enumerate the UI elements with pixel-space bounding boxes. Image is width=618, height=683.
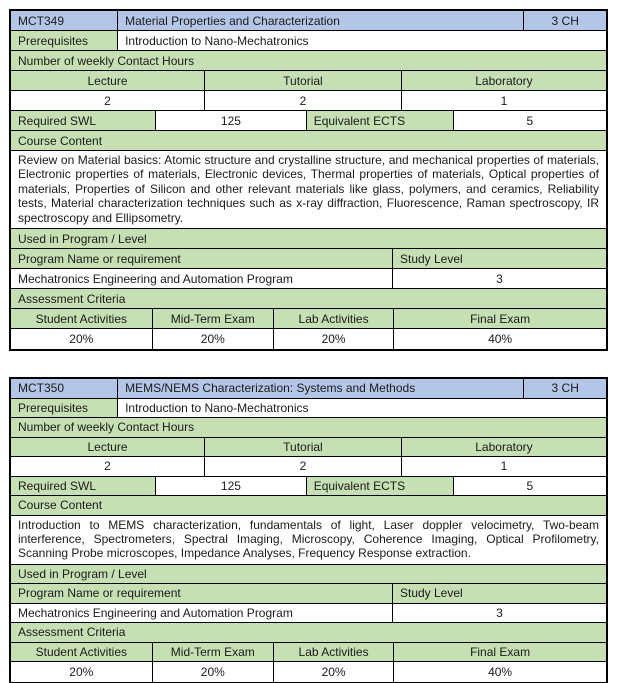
course-table-mct350 — [9, 377, 608, 683]
used-in-program-header-row — [11, 229, 606, 249]
course-header-row — [11, 379, 606, 399]
equivalent-ects-label: Equivalent ECTS — [307, 477, 454, 497]
prerequisites-value: Introduction to Nano-Mechatronics — [118, 31, 606, 51]
program-labels-row — [11, 584, 606, 604]
final-exam-header: Final Exam — [394, 643, 606, 663]
mid-term-exam-header: Mid-Term Exam — [153, 643, 274, 663]
credit-hours-cell: 3 CH — [524, 11, 606, 31]
prerequisites-row — [11, 399, 606, 419]
course-title-cell: MEMS/NEMS Characterization: Systems and Methods — [118, 379, 524, 399]
required-swl-value: 125 — [156, 477, 307, 497]
used-in-program-header: Used in Program / Level — [11, 229, 606, 249]
course-content-text: Introduction to MEMS characterization, fundamentals of light, Laser doppler velocimetry, Two-beam interference, Spectrometers, Spectral Imaging, Microscopy, Coherence Imaging, Optical Profilometry, Scanning Probe microscopes, Impedance Analyses, Frequency Response extraction. — [11, 516, 606, 565]
laboratory-header: Laboratory — [402, 438, 606, 458]
program-name-header: Program Name or requirement — [11, 584, 393, 604]
laboratory-header: Laboratory — [402, 71, 606, 91]
course-content-row — [11, 516, 606, 565]
contact-hours-header-row — [11, 418, 606, 438]
swl-ects-row — [11, 111, 606, 131]
assessment-criteria-header: Assessment Criteria — [11, 289, 606, 309]
assessment-header-row — [11, 623, 606, 643]
student-activities-value: 20% — [11, 662, 153, 682]
program-values-row — [11, 604, 606, 624]
study-level-value: 3 — [393, 604, 606, 624]
study-level-value: 3 — [393, 269, 606, 289]
equivalent-ects-value: 5 — [454, 111, 606, 131]
tutorial-header: Tutorial — [205, 438, 402, 458]
mid-term-exam-value: 20% — [153, 662, 274, 682]
student-activities-value: 20% — [11, 329, 153, 349]
program-name-value: Mechatronics Engineering and Automation Program — [11, 604, 393, 624]
prerequisites-value: Introduction to Nano-Mechatronics — [118, 399, 606, 419]
course-content-header: Course Content — [11, 496, 606, 516]
mid-term-exam-header: Mid-Term Exam — [153, 309, 274, 329]
tutorial-hours-value: 2 — [205, 457, 402, 477]
prerequisites-label: Prerequisites — [11, 31, 118, 51]
prerequisites-row — [11, 31, 606, 51]
used-in-program-header: Used in Program / Level — [11, 565, 606, 585]
course-content-row — [11, 151, 606, 229]
course-content-text: Review on Material basics: Atomic structure and crystalline structure, and mechanical properties of materials, Electronic properties of materials, Electronic devices, Thermal properties of materials, Optical properties of materials, Properties of Silicon and other relevant materials like glass, polymers, and ceramics, Reliability tests, Material characterization techniques such as x-ray diffraction, Fluorescence, Raman spectroscopy, IR spectroscopy and Ellipsometry. — [11, 151, 606, 229]
credit-hours-cell: 3 CH — [524, 379, 606, 399]
program-name-value: Mechatronics Engineering and Automation Program — [11, 269, 393, 289]
laboratory-hours-value: 1 — [402, 457, 606, 477]
course-code-cell: MCT349 — [11, 11, 118, 31]
lab-activities-value: 20% — [274, 662, 394, 682]
course-content-header-row — [11, 131, 606, 151]
laboratory-hours-value: 1 — [402, 91, 606, 111]
lecture-header: Lecture — [11, 438, 205, 458]
assessment-labels-row — [11, 309, 606, 329]
lab-activities-header: Lab Activities — [274, 643, 394, 663]
lab-activities-value: 20% — [274, 329, 394, 349]
student-activities-header: Student Activities — [11, 309, 153, 329]
contact-hours-values-row — [11, 457, 606, 477]
final-exam-header: Final Exam — [394, 309, 606, 329]
prerequisites-label: Prerequisites — [11, 399, 118, 419]
mid-term-exam-value: 20% — [153, 329, 274, 349]
swl-ects-row — [11, 477, 606, 497]
program-labels-row — [11, 249, 606, 269]
program-name-header: Program Name or requirement — [11, 249, 393, 269]
assessment-values-row — [11, 662, 606, 682]
student-activities-header: Student Activities — [11, 643, 153, 663]
lecture-hours-value: 2 — [11, 457, 205, 477]
study-level-header: Study Level — [393, 584, 606, 604]
lecture-header: Lecture — [11, 71, 205, 91]
assessment-criteria-header: Assessment Criteria — [11, 623, 606, 643]
assessment-labels-row — [11, 643, 606, 663]
contact-hours-values-row — [11, 91, 606, 111]
course-header-row — [11, 11, 606, 31]
assessment-values-row — [11, 329, 606, 349]
final-exam-value: 40% — [488, 332, 513, 347]
final-exam-value: 40% — [488, 664, 513, 679]
equivalent-ects-label: Equivalent ECTS — [307, 111, 454, 131]
tutorial-header: Tutorial — [205, 71, 402, 91]
assessment-header-row — [11, 289, 606, 309]
course-title-cell: Material Properties and Characterization — [118, 11, 524, 31]
required-swl-value: 125 — [156, 111, 307, 131]
contact-hours-header: Number of weekly Contact Hours — [11, 418, 606, 438]
course-code-cell: MCT350 — [11, 379, 118, 399]
contact-hours-header-row — [11, 51, 606, 71]
course-table-mct349 — [9, 9, 608, 351]
tutorial-hours-value: 2 — [205, 91, 402, 111]
equivalent-ects-value: 5 — [454, 477, 606, 497]
contact-hours-header: Number of weekly Contact Hours — [11, 51, 606, 71]
contact-hours-labels-row — [11, 438, 606, 458]
lab-activities-header: Lab Activities — [274, 309, 394, 329]
required-swl-label: Required SWL — [11, 477, 156, 497]
program-values-row — [11, 269, 606, 289]
used-in-program-header-row — [11, 565, 606, 585]
course-content-header: Course Content — [11, 131, 606, 151]
contact-hours-labels-row — [11, 71, 606, 91]
study-level-header: Study Level — [393, 249, 606, 269]
lecture-hours-value: 2 — [11, 91, 205, 111]
required-swl-label: Required SWL — [11, 111, 156, 131]
course-content-header-row — [11, 496, 606, 516]
